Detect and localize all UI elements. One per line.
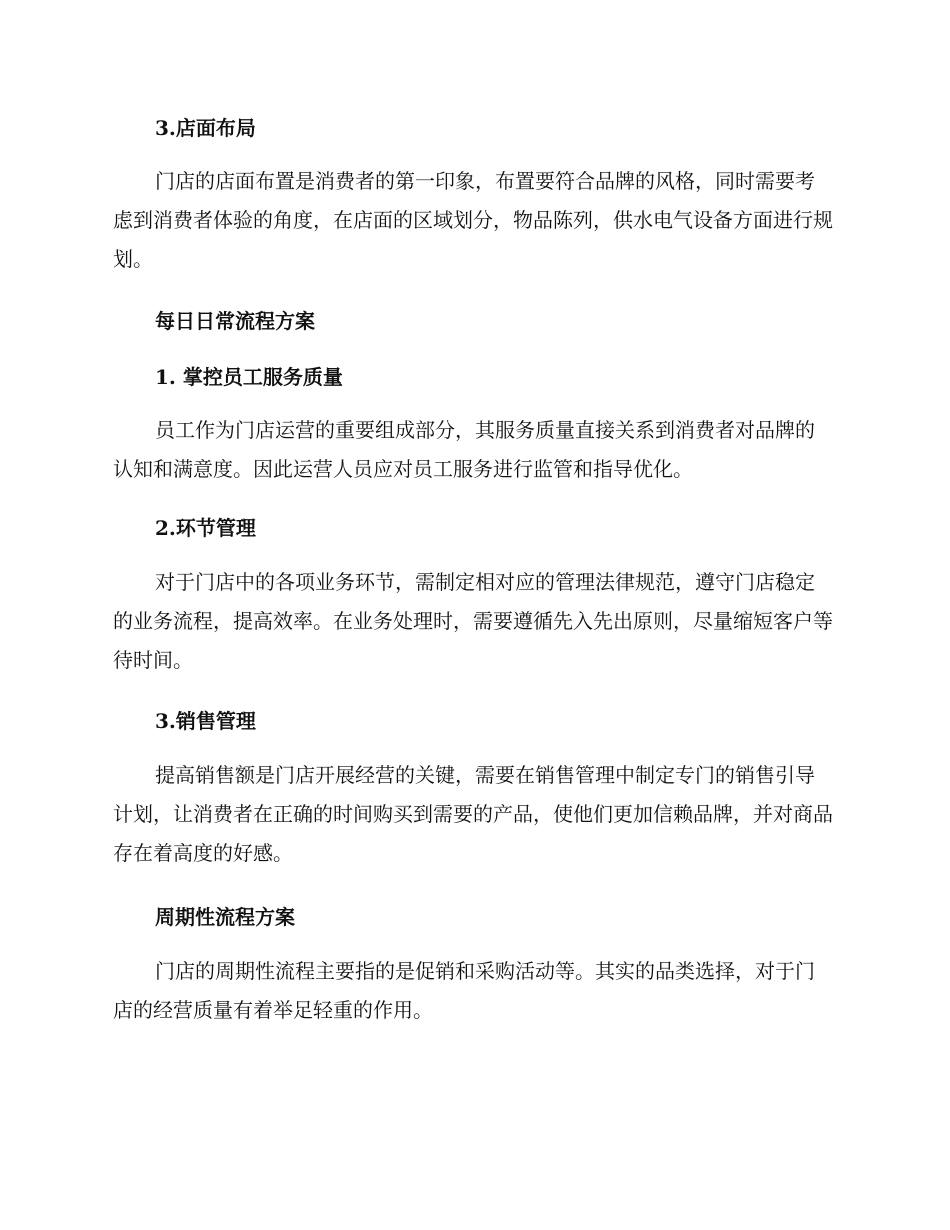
heading-periodic-process: 周期性流程方案 <box>155 905 295 929</box>
paragraph-process-management: 对于门店中的各项业务环节，需制定相对应的管理法律规范，遵守门店稳定的业务流程，提高效率。在业务处理时，需要遵循先入先出原则，尽量缩短客户等待时间。 <box>113 570 833 672</box>
heading-storefront-layout: 3.店面布局 <box>155 116 256 140</box>
heading-sales-management: 3.销售管理 <box>155 709 256 733</box>
paragraph-staff-service-quality: 员工作为门店运营的重要组成部分，其服务质量直接关系到消费者对品牌的认知和满意度。因此运营人员应对员工服务进行监管和指导优化。 <box>113 418 815 481</box>
paragraph-sales-management: 提高销售额是门店开展经营的关键，需要在销售管理中制定专门的销售引导计划，让消费者在正确的时间购买到需要的产品，使他们更加信赖品牌，并对商品存在着高度的好感。 <box>113 763 833 865</box>
paragraph-periodic-process: 门店的周期性流程主要指的是促销和采购活动等。其实的品类选择，对于门店的经营质量有着举足轻重的作用。 <box>113 959 815 1022</box>
heading-staff-service-quality: 1. 掌控员工服务质量 <box>155 365 343 389</box>
heading-daily-process: 每日日常流程方案 <box>155 309 315 333</box>
paragraph-storefront-layout: 门店的店面布置是消费者的第一印象，布置要符合品牌的风格，同时需要考虑到消费者体验的角度，在店面的区域划分，物品陈列，供水电气设备方面进行规划。 <box>113 169 833 271</box>
heading-process-management: 2.环节管理 <box>155 516 256 540</box>
